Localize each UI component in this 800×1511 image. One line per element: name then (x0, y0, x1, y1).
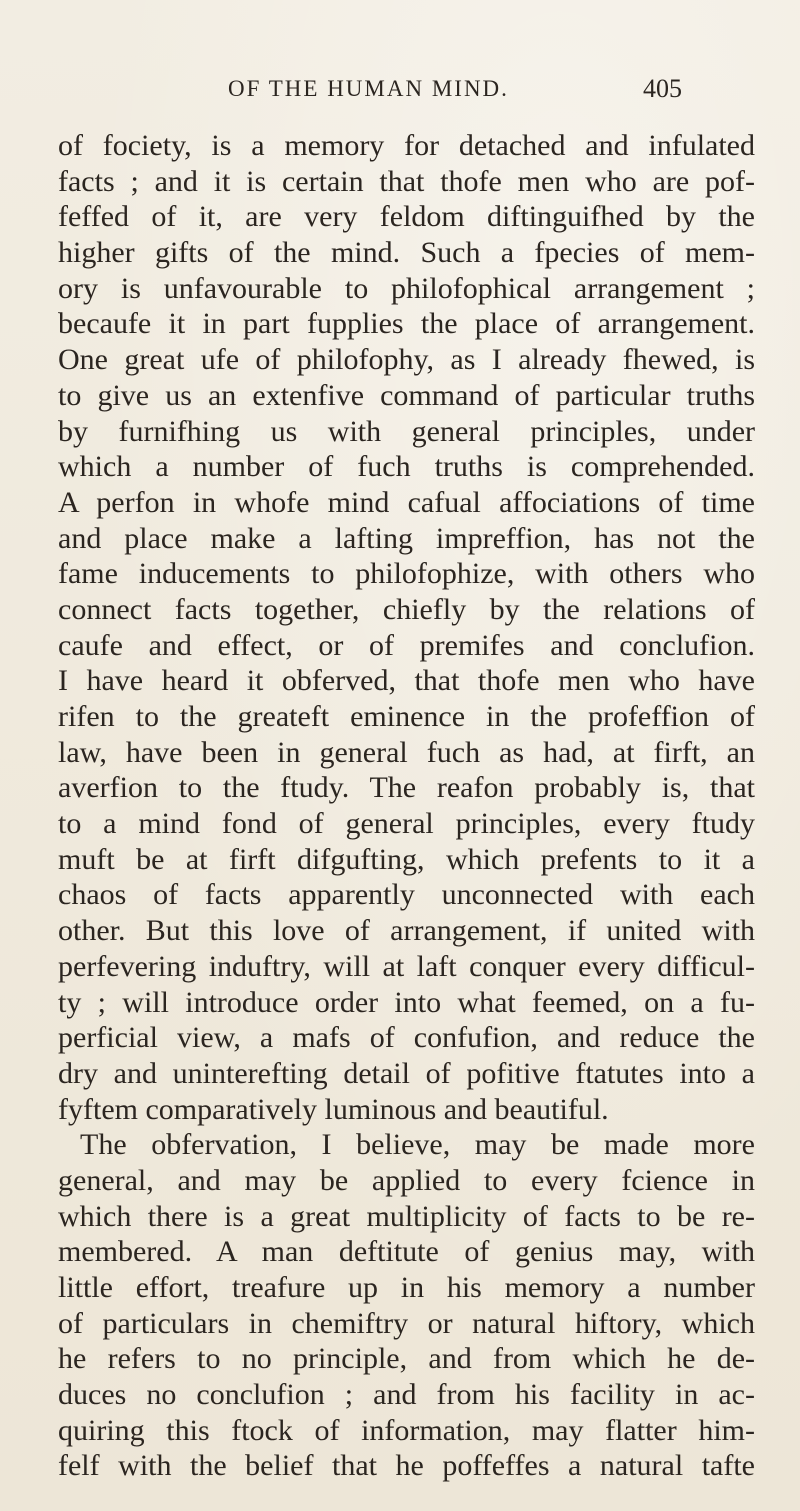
text-line: chaos of facts apparently unconnected with each (58, 878, 755, 912)
text-line: membered. A man deftitute of genius may, with (58, 1235, 755, 1269)
text-line: to give us an extenfive command of particular truths (58, 378, 755, 412)
text-line: I have heard it obferved, that thofe men who have (58, 664, 755, 698)
text-line: perfevering induftry, will at laft conquer every difficul- (58, 949, 755, 983)
text-line: feffed of it, are very feldom diftinguifhed by the (58, 200, 755, 234)
running-title: OF THE HUMAN MIND. (228, 76, 509, 101)
text-line: higher gifts of the mind. Such a fpecies of mem- (58, 236, 755, 270)
text-line: ty ; will introduce order into what feemed, on a fu- (58, 985, 755, 1019)
text-line: by furnifhing us with general principles, under (58, 414, 755, 448)
text-line: felf with the belief that he poffeffes a natural tafte (58, 1449, 755, 1483)
text-line: perficial view, a mafs of confufion, and reduce the (58, 1021, 755, 1055)
text-line: which a number of fuch truths is comprehended. (58, 450, 755, 484)
text-line: becaufe it in part fupplies the place of arrangement. (58, 307, 755, 341)
text-line: of particulars in chemiftry or natural hiftory, which (58, 1306, 755, 1340)
text-line: A perfon in whofe mind cafual affociations of time (58, 485, 755, 519)
text-line: facts ; and it is certain that thofe men who are pof- (58, 164, 755, 198)
body-text (58, 128, 755, 1484)
running-head (0, 70, 800, 110)
text-line: which there is a great multiplicity of facts to be re- (58, 1199, 755, 1233)
text-line: dry and uninterefting detail of pofitive ftatutes into a (58, 1056, 755, 1090)
text-line: averfion to the ftudy. The reafon probably is, that (58, 771, 755, 805)
text-line: other. But this love of arrangement, if united with (58, 914, 755, 948)
text-line: to a mind fond of general principles, every ftudy (58, 807, 755, 841)
text-line: ory is unfavourable to philofophical arrangement ; (58, 271, 755, 305)
text-line: duces no conclufion ; and from his facility in ac- (58, 1378, 755, 1412)
text-line: law, have been in general fuch as had, at firft, an (58, 735, 755, 769)
text-line: of fociety, is a memory for detached and infulated (58, 129, 755, 162)
text-line: and place make a lafting impreffion, has not the (58, 521, 755, 555)
text-line: One great ufe of philofophy, as I already fhewed, is (58, 343, 755, 377)
text-line: muft be at firft difgufting, which prefents to it a (58, 842, 755, 876)
text-line: caufe and effect, or of premifes and conclufion. (58, 628, 755, 662)
page-number: 405 (643, 74, 682, 103)
text-line: fyftem comparatively luminous and beautiful. (58, 1092, 609, 1126)
text-line: rifen to the greateft eminence in the profeffion of (58, 700, 755, 733)
text-line: general, and may be applied to every fcience in (58, 1163, 755, 1197)
text-line: he refers to no principle, and from which he de- (58, 1342, 755, 1376)
text-line: connect facts together, chiefly by the relations of (58, 592, 755, 626)
text-line: The obfervation, I believe, may be made more (80, 1128, 755, 1162)
text-line: quiring this ftock of information, may flatter him- (58, 1413, 755, 1447)
text-line: fame inducements to philofophize, with others who (58, 557, 755, 591)
text-line: little effort, treafure up in his memory a number (58, 1271, 755, 1304)
